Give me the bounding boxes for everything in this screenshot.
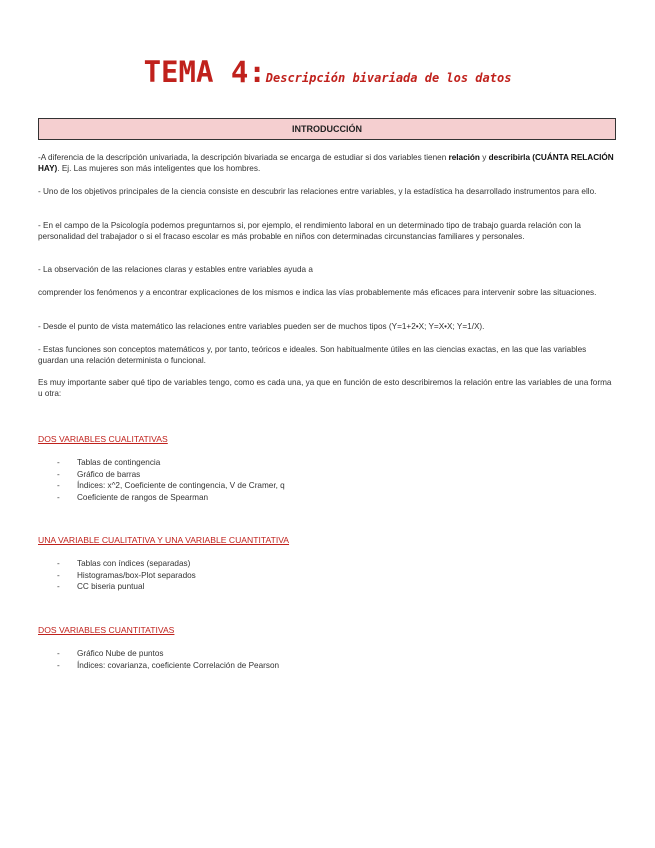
list-item: - Gráfico Nube de puntos bbox=[57, 648, 279, 660]
list-item: - Tablas de contingencia bbox=[57, 457, 285, 469]
section-heading-qualitative: DOS VARIABLES CUALITATIVAS bbox=[38, 434, 168, 444]
page-title bbox=[0, 55, 655, 89]
list-item: - Histogramas/box-Plot separados bbox=[57, 570, 196, 582]
paragraph-1 bbox=[38, 153, 618, 174]
p1-text-d: . Ej. Las mujeres son más inteligentes que los hombres. bbox=[57, 163, 261, 173]
p1-bold-relacion: relación bbox=[448, 153, 480, 162]
p1-text-c: y bbox=[479, 153, 489, 162]
list-qualitative bbox=[57, 457, 285, 503]
list-item: - Coeficiente de rangos de Spearman bbox=[57, 492, 285, 504]
intro-section-header: INTRODUCCIÓN bbox=[38, 118, 616, 140]
paragraph-7: - Estas funciones son conceptos matemáticos y, por tanto, teóricos e ideales. Son habitualmente útiles en las ciencias exactas, en las que las variables guardan una relación determinista o funcional. bbox=[38, 345, 587, 365]
paragraph-2: - Uno de los objetivos principales de la ciencia consiste en descubrir las relaciones entre variables, y la estadística ha desarrollado instrumentos para ello. bbox=[38, 187, 597, 196]
list-item: - Índices: x^2, Coeficiente de contingencia, V de Cramer, q bbox=[57, 480, 285, 492]
list-item: - Gráfico de barras bbox=[57, 469, 285, 481]
list-quantitative bbox=[57, 648, 279, 671]
paragraph-8: Es muy importante saber qué tipo de variables tengo, como es cada una, ya que en función de esto describiremos la relación entre las variables de una forma u otra: bbox=[38, 378, 612, 398]
list-item: - Índices: covarianza, coeficiente Correlación de Pearson bbox=[57, 660, 279, 672]
p1-text-a: -A diferencia de la descripción univariada, la descripción bivariada se encarga de estudiar si dos variables tienen bbox=[38, 153, 449, 162]
paragraph-3: - En el campo de la Psicología podemos preguntarnos si, por ejemplo, el rendimiento laboral en un determinado tipo de trabajo guarda relación con la personalidad del trabajador o si el fracaso escolar es más probable en niños con determinadas circunstancias familiares y personales. bbox=[38, 221, 581, 241]
list-mixed bbox=[57, 558, 196, 593]
paragraph-4: - La observación de las relaciones claras y estables entre variables ayuda a bbox=[38, 265, 313, 274]
section-heading-quantitative: DOS VARIABLES CUANTITATIVAS bbox=[38, 625, 175, 635]
section-heading-mixed: UNA VARIABLE CUALITATIVA Y UNA VARIABLE CUANTITATIVA bbox=[38, 535, 290, 545]
paragraph-5: comprender los fenómenos y a encontrar explicaciones de los mismos e indica las vías probablemente más eficaces para intervenir sobre las situaciones. bbox=[38, 288, 597, 297]
p1-bold-describirla: describirla (CUÁNTA RELACIÓN HAY) bbox=[38, 153, 614, 173]
paragraph-6: - Desde el punto de vista matemático las relaciones entre variables pueden ser de muchos tipos (Y=1+2•X; Y=X•X; Y=1/X). bbox=[38, 322, 485, 331]
list-item: - Tablas con índices (separadas) bbox=[57, 558, 196, 570]
title-main: TEMA 4: bbox=[143, 55, 266, 89]
title-subtitle: Descripción bivariada de los datos bbox=[265, 71, 512, 85]
list-item: - CC biseria puntual bbox=[57, 581, 196, 593]
